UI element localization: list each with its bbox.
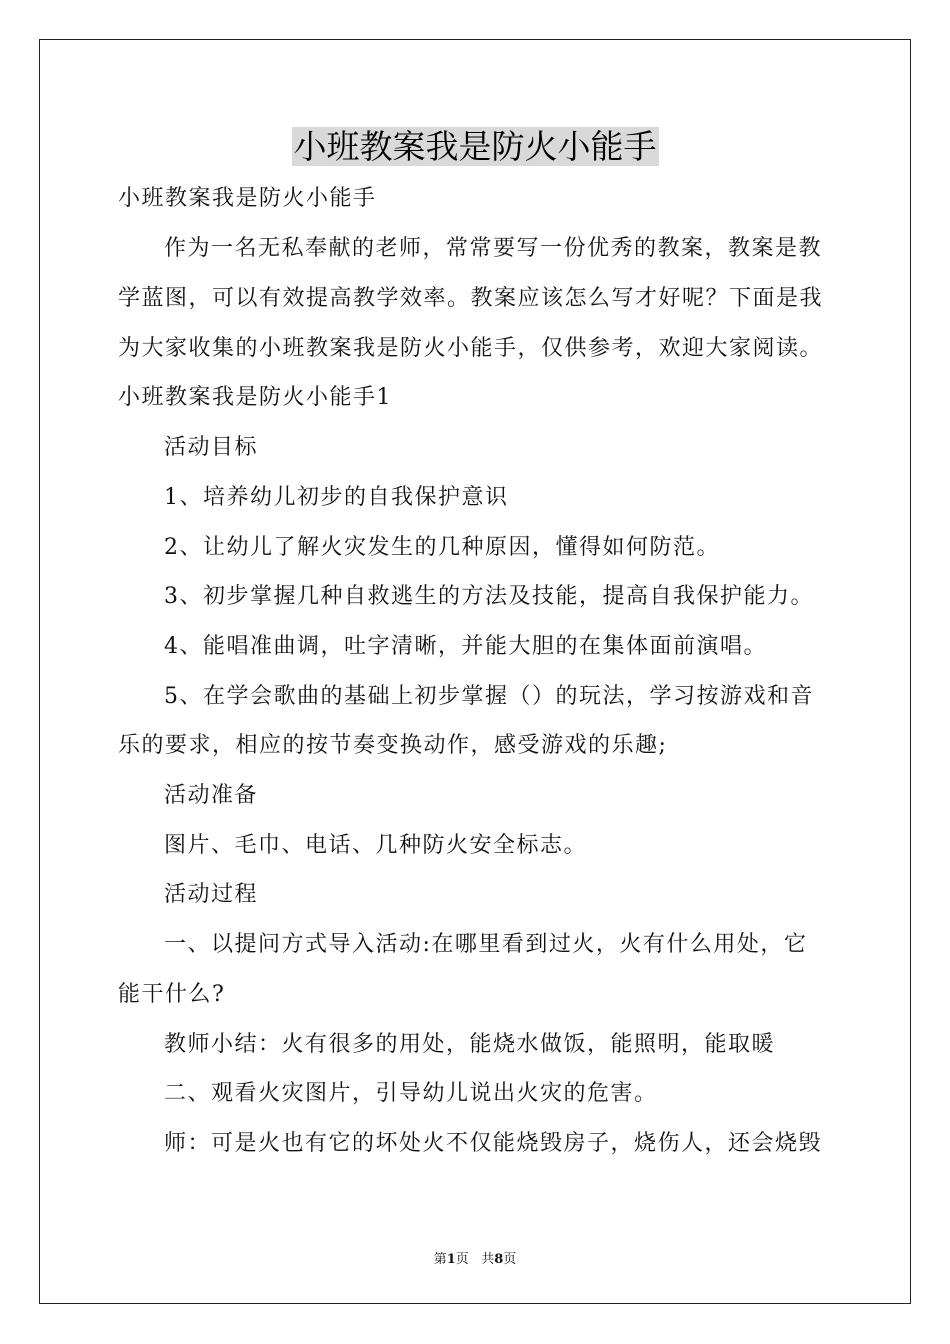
paragraph-line: 一、以提问方式导入活动:在哪里看到过火，火有什么用处，它 — [164, 932, 808, 957]
footer-total-prefix: 共 — [481, 1252, 495, 1267]
list-item: 2、让幼儿了解火灾发生的几种原因，懂得如何防范。 — [164, 535, 720, 560]
subheading-preparation: 活动准备 — [164, 783, 259, 808]
list-item: 3、初步掌握几种自救逃生的方法及技能，提高自我保护能力。 — [164, 584, 814, 609]
subheading-objectives: 活动目标 — [164, 435, 259, 460]
title-text: 小班教案我是防火小能手 — [293, 127, 657, 166]
paragraph-line: 学蓝图，可以有效提高教学效率。教案应该怎么写才好呢？下面是我 — [118, 286, 824, 311]
footer-total-suffix: 页 — [503, 1252, 517, 1267]
paragraph-line: 为大家收集的小班教案我是防火小能手，仅供参考，欢迎大家阅读。 — [118, 336, 824, 361]
paragraph-line: 能干什么? — [118, 982, 226, 1007]
page-border — [39, 39, 911, 1304]
page-footer — [0, 1248, 950, 1267]
list-item-continued: 乐的要求，相应的按节奏变换动作，感受游戏的乐趣; — [118, 733, 668, 758]
paragraph-line: 教师小结：火有很多的用处，能烧水做饭，能照明，能取暖 — [164, 1032, 776, 1057]
footer-page-number: 1 — [446, 1252, 456, 1267]
list-item: 4、能唱准曲调，吐字清晰，并能大胆的在集体面前演唱。 — [164, 634, 767, 659]
footer-page-prefix: 第 — [433, 1252, 447, 1267]
paragraph-line: 图片、毛巾、电话、几种防火安全标志。 — [164, 833, 588, 858]
list-item: 1、培养幼儿初步的自我保护意识 — [164, 485, 509, 510]
footer-total-pages: 8 — [494, 1252, 504, 1267]
footer-page-suffix: 页 — [455, 1252, 469, 1267]
paragraph-line: 作为一名无私奉献的老师，常常要写一份优秀的教案，教案是教 — [164, 236, 823, 261]
document-title — [0, 124, 950, 170]
subheading-process: 活动过程 — [164, 882, 259, 907]
subtitle-line: 小班教案我是防火小能手 — [118, 186, 377, 211]
paragraph-line: 师：可是火也有它的坏处火不仅能烧毁房子，烧伤人，还会烧毁 — [164, 1131, 823, 1156]
paragraph-line: 二、观看火灾图片，引导幼儿说出火灾的危害。 — [164, 1081, 658, 1106]
section-heading: 小班教案我是防火小能手1 — [118, 385, 392, 410]
list-item: 5、在学会歌曲的基础上初步掌握（）的玩法，学习按游戏和音 — [164, 684, 814, 709]
